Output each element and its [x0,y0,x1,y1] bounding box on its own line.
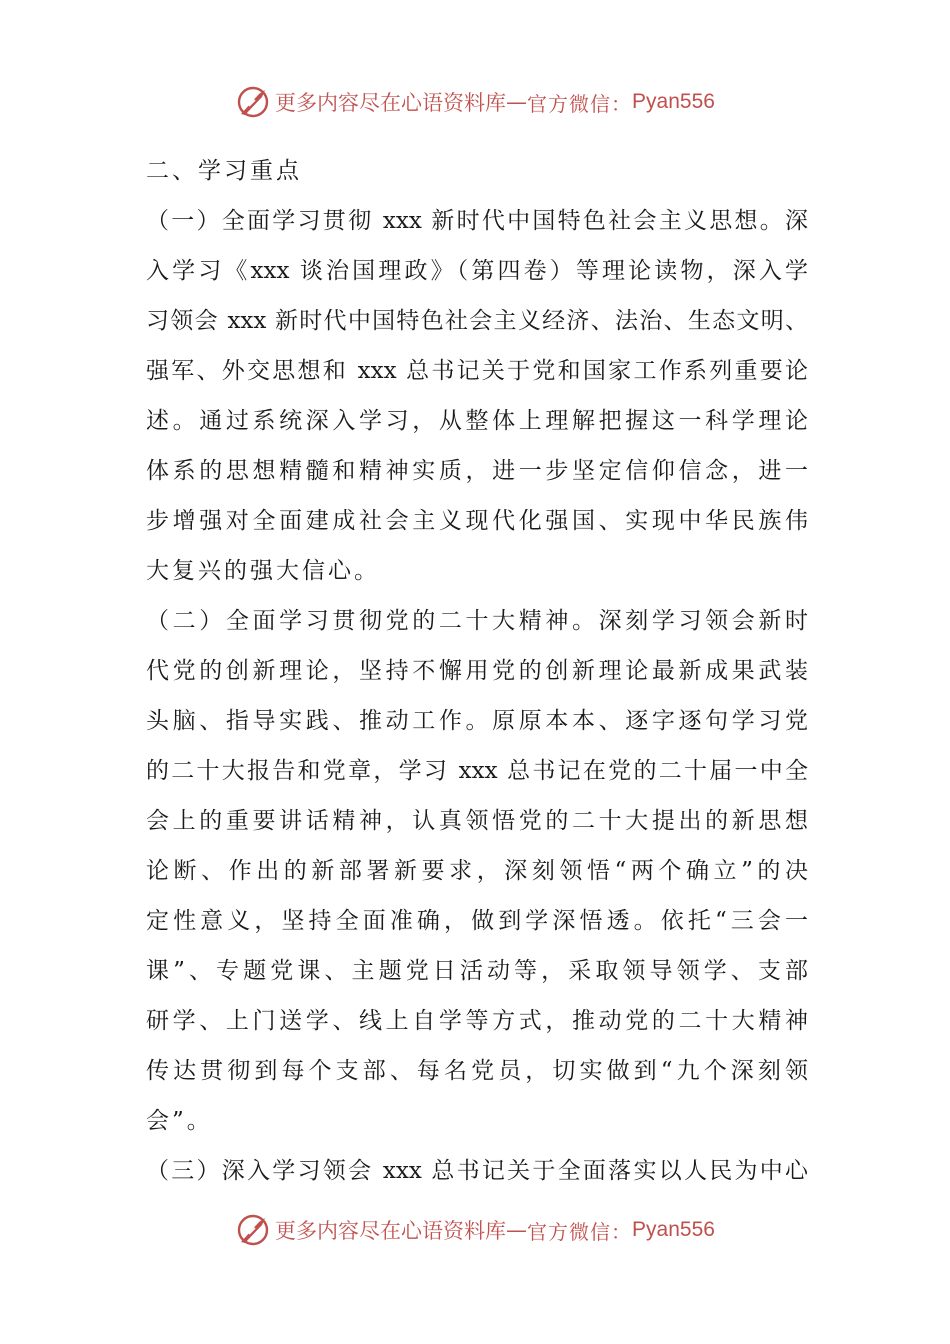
text-line: 研学、上门送学、线上自学等方式，推动党的二十大精神 [146,1008,808,1034]
text-line: （二）全面学习贯彻党的二十大精神。深刻学习领会新时 [146,608,808,634]
text-line: 的二十大报告和党章，学习 xxx 总书记在党的二十届一中全 [146,758,808,784]
quill-logo-icon [235,84,271,120]
quill-logo-icon [235,1212,271,1248]
banner-site-text: 更多内容尽在心语资料库 [275,91,507,115]
banner-separator: — [506,90,528,114]
text-line: 步增强对全面建成社会主义现代化强国、实现中华民族伟 [146,508,808,534]
header-banner [0,82,950,122]
banner-site-text: 更多内容尽在心语资料库 [275,1219,507,1243]
text-line: （一）全面学习贯彻 xxx 新时代中国特色社会主义思想。深 [146,208,808,234]
text-line: 传达贯彻到每个支部、每名党员，切实做到“九个深刻领 [146,1058,808,1084]
banner-wechat-label: 官方微信： [527,91,633,116]
banner-wechat-id: Pyan556 [632,90,715,113]
text-line: 会上的重要讲话精神，认真领悟党的二十大提出的新思想 [146,808,808,834]
text-line: 习领会 xxx 新时代中国特色社会主义经济、法治、生态文明、 [146,308,808,334]
text-line: （三）深入学习领会 xxx 总书记关于全面落实以人民为中心 [146,1158,808,1184]
banner-separator: — [506,1218,528,1242]
text-line: 体系的思想精髓和精神实质，进一步坚定信仰信念，进一 [146,458,808,484]
paragraph-3 [146,1146,808,1196]
banner-wechat-label: 官方微信： [527,1219,633,1244]
text-line: 代党的创新理论，坚持不懈用党的创新理论最新成果武装 [146,658,808,684]
paragraph-1 [146,196,808,596]
text-line: 头脑、指导实践、推动工作。原原本本、逐字逐句学习党 [146,708,808,734]
text-line: 论断、作出的新部署新要求，深刻领悟“两个确立”的决 [146,858,808,884]
text-line: 大复兴的强大信心。 [146,558,380,584]
text-line: 入学习《xxx 谈治国理政》（第四卷）等理论读物，深入学 [146,258,808,284]
text-line: 课”、专题党课、主题党日活动等，采取领导领学、支部 [146,958,808,984]
text-line: 会”。 [146,1108,213,1134]
paragraph-2 [146,596,808,1146]
section-heading: 二、学习重点 [146,158,302,184]
text-line: 定性意义，坚持全面准确，做到学深悟透。依托“三会一 [146,908,808,934]
text-line: 强军、外交思想和 xxx 总书记关于党和国家工作系列重要论 [146,358,808,384]
banner-wechat-id: Pyan556 [632,1218,715,1241]
footer-banner [0,1210,950,1250]
text-line: 述。通过系统深入学习，从整体上理解把握这一科学理论 [146,408,808,434]
document-body [146,146,808,1196]
